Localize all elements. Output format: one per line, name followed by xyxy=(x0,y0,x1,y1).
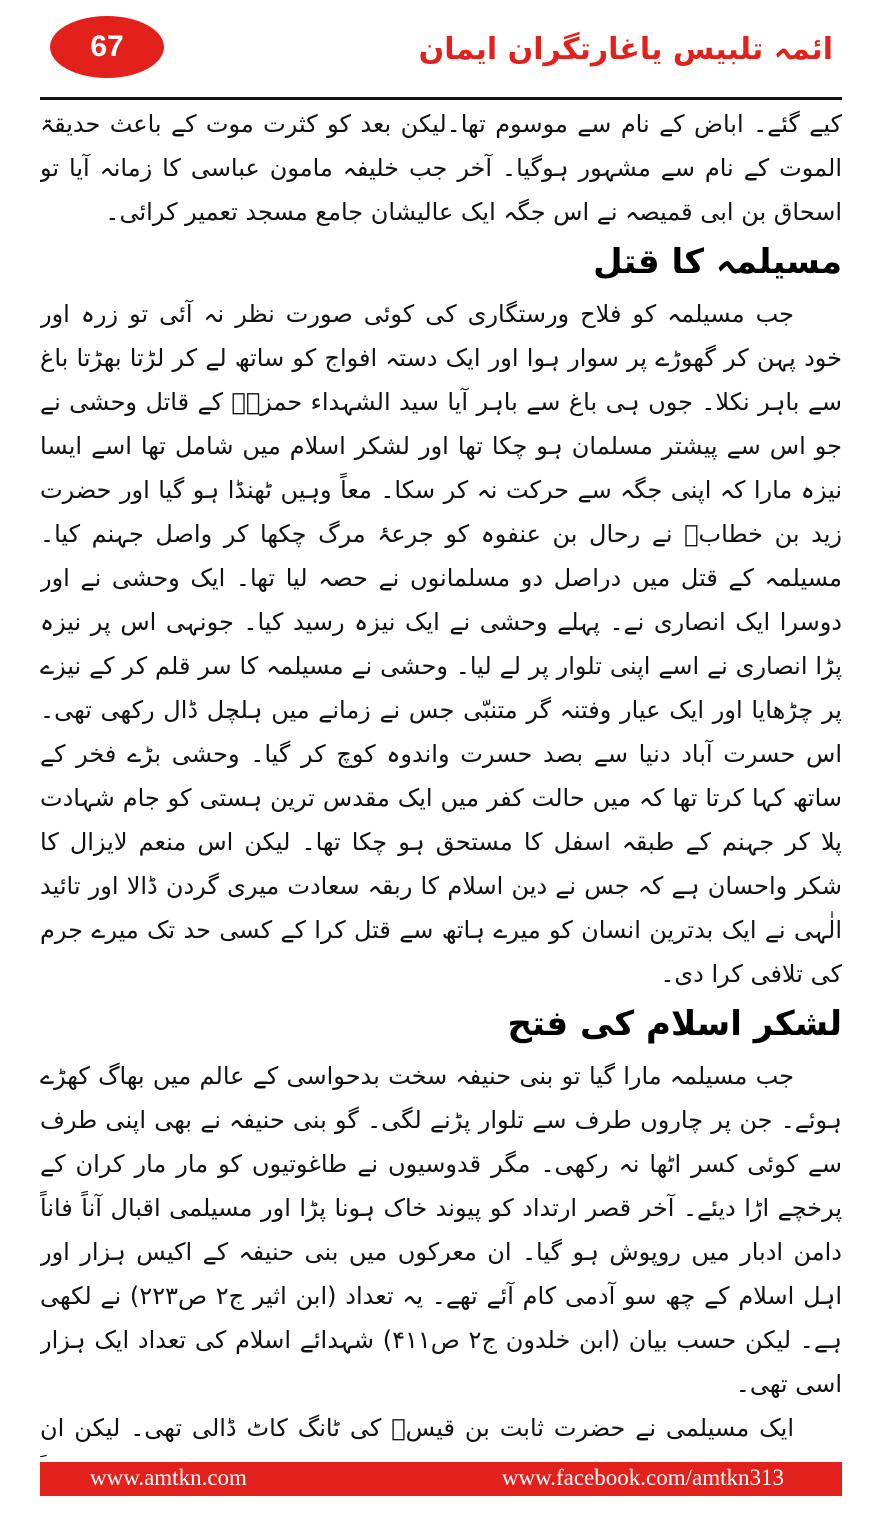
section2-paragraph-2: ایک مسیلمی نے حضرت ثابت بن قیسؓ کی ٹانگ کاٹ ڈالی تھی۔ لیکن ان xyxy=(40,1414,794,1442)
website-link[interactable]: www.amtkn.com xyxy=(90,1465,247,1490)
facebook-link[interactable]: www.facebook.com/amtkn313 xyxy=(501,1465,784,1490)
section-heading-musailama-killed: مسیلمہ کا قتل xyxy=(593,242,842,282)
book-title: ائمہ تلبیس یاغارتگران ایمان xyxy=(418,32,833,67)
page-header xyxy=(0,0,881,100)
intro-paragraph: کیے گئے۔ اباض کے نام سے موسوم تھا۔لیکن بعد کو کثرت موت کے باعث حدیقۃ الموت کے نام سے مشہور ہوگیا۔ آخر جب خلیفہ مامون عباسی کا زمانہ آیا تو اسحاق بن ابی قمیصہ نے اس جگہ ایک عالیشان جامع مسجد تعمیر کرائی۔ xyxy=(40,110,842,226)
section2-paragraph-1: جب مسیلمہ مارا گیا تو بنی حنیفہ سخت بدحواسی کے عالم میں بھاگ کھڑے ہوئے۔ جن پر چاروں طرف سے تلوار پڑنے لگی۔ گو بنی حنیفہ نے بھی اپنی طرف سے کوئی کسر اٹھا نہ رکھی۔ مگر قدوسیوں نے طاغوتیوں کو مار مار کران کے پرخچے اڑا دیئے۔ آخر قصر ارتداد کو پیوند خاک ہونا پڑا اور مسیلمی اقبال آناً فاناً دامن ادبار میں روپوش ہو گیا۔ ان معرکوں میں بنی حنیفہ کے اکیس ہزار اور اہل اسلام کے چھ سو آدمی کام آئے تھے۔ یہ تعداد (ابن اثیر ج۲ ص۲۲۳) نے لکھی ہے۔ لیکن حسب بیان (ابن خلدون ج۲ ص۴۱۱) شہدائے اسلام کی تعداد ایک ہزار اسی تھی۔ xyxy=(40,1062,842,1398)
section-heading-islam-victory: لشکر اسلام کی فتح xyxy=(507,1004,842,1044)
footer-bar xyxy=(40,1462,842,1496)
page-body xyxy=(40,102,842,1457)
page-number-badge: 67 xyxy=(50,16,164,78)
section1-paragraph: جب مسیلمہ کو فلاح ورستگاری کی کوئی صورت نظر نہ آئی تو زرہ اور خود پہن کر گھوڑے پر سوار ہوا اور ایک دستہ افواج کو ساتھ لے کر لڑتا بھڑتا باغ سے باہر نکلا۔ جوں ہی باغ سے باہر آیا سید الشہداء حمزہؓ کے قاتل وحشی نے جو اس سے پیشتر مسلمان ہو چکا تھا اور لشکر اسلام میں شامل تھا اسے ایسا نیزہ مارا کہ اپنی جگہ سے حرکت نہ کر سکا۔ معاً وہیں ٹھنڈا ہو گیا اور حضرت زید بن خطابؓ نے رحال بن عنفوہ کو جرعۂ مرگ چکھا کر واصل جہنم کیا۔ مسیلمہ کے قتل میں دراصل دو مسلمانوں نے حصہ لیا تھا۔ ایک وحشی نے اور دوسرا ایک انصاری نے۔ پہلے وحشی نے ایک نیزہ رسید کیا۔ جونہی اس پر نیزہ پڑا انصاری نے اسے اپنی تلوار پر لے لیا۔ وحشی نے مسیلمہ کا سر قلم کر کے نیزے پر چڑھایا اور ایک عیار وفتنہ گر متنبّی جس نے زمانے میں ہلچل ڈال رکھی تھی۔ اس حسرت آباد دنیا سے بصد حسرت واندوہ کوچ کر گیا۔ وحشی بڑے فخر کے ساتھ کہا کرتا تھا کہ میں حالت کفر میں ایک مقدس ترین ہستی کو جام شہادت پلا کر جہنم کے طبقہ اسفل کا مستحق ہو چکا تھا۔ لیکن اس منعم لایزال کا شکر واحسان ہے کہ جس نے دین اسلام کا ربقہ سعادت میری گردن ڈالا اور تائید الٰہی نے ایک بدترین انسان کو میرے ہاتھ سے قتل کرا کے کسی حد تک میرے جرم کی تلافی کرا دی۔ xyxy=(40,300,842,988)
header-divider xyxy=(40,97,842,100)
